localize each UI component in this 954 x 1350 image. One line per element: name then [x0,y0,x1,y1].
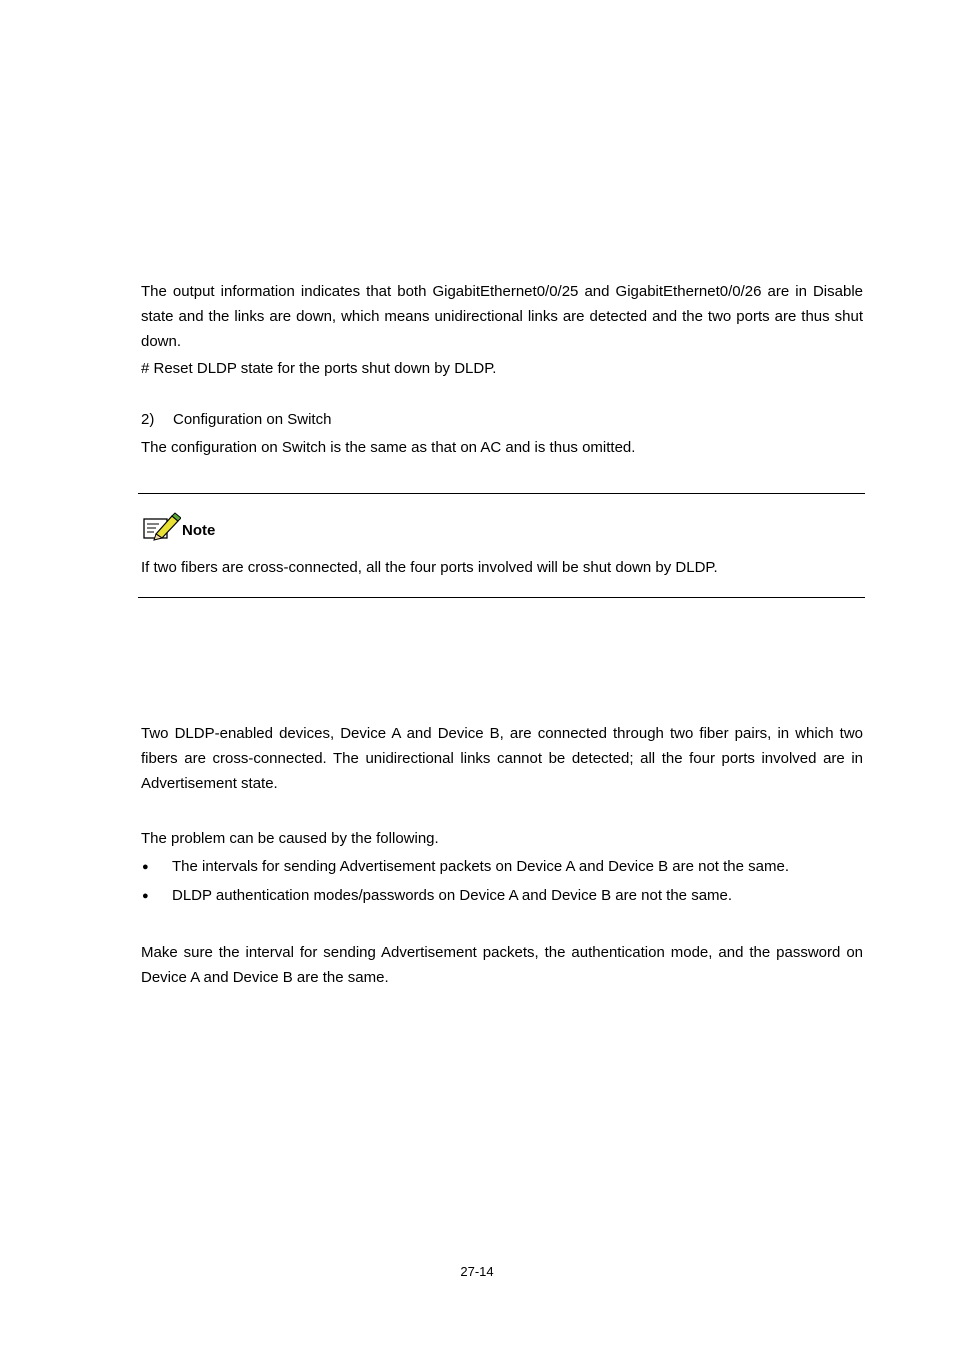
note-label: Note [182,522,216,539]
list-item [141,886,863,906]
item-number: 2) [141,411,155,428]
item-text: Configuration on Switch [173,411,332,428]
reset-comment: # Reset DLDP state for the ports shut down by DLDP. [141,360,497,377]
symptom-paragraph: Two DLDP-enabled devices, Device A and Device B, are connected through two fiber pairs, in which two fibers are cross-connected. The unidirectional links cannot be detected; all the four ports involved are in Advertisement state. [141,725,863,792]
analysis-intro: The problem can be caused by the following. [141,830,439,847]
note-pencil-icon [141,512,181,542]
page-number: 27-14 [460,1264,494,1279]
bullet-icon: ● [142,861,149,873]
bullet-icon: ● [142,890,149,902]
note-header [141,512,215,542]
config-same-paragraph: The configuration on Switch is the same as that on AC and is thus omitted. [141,439,636,456]
cause-list [141,857,863,906]
list-item-text: The intervals for sending Advertisement packets on Device A and Device B are not the same. [172,858,789,875]
list-item-text: DLDP authentication modes/passwords on Device A and Device B are not the same. [172,887,733,904]
output-info-paragraph: The output information indicates that both GigabitEthernet0/0/25 and GigabitEthernet0/0/26 are in Disable state and the links are down, which means unidirectional links are detected and the two ports are thus shut down. [141,283,863,350]
solution-paragraph: Make sure the interval for sending Advertisement packets, the authentication mode, and the password on Device A and Device B are the same. [141,944,863,986]
note-bottom-divider [138,597,865,598]
note-top-divider [138,493,865,494]
note-text: If two fibers are cross-connected, all the four ports involved will be shut down by DLDP. [141,559,718,576]
numbered-item-configuration [141,410,331,430]
list-item [141,857,863,877]
